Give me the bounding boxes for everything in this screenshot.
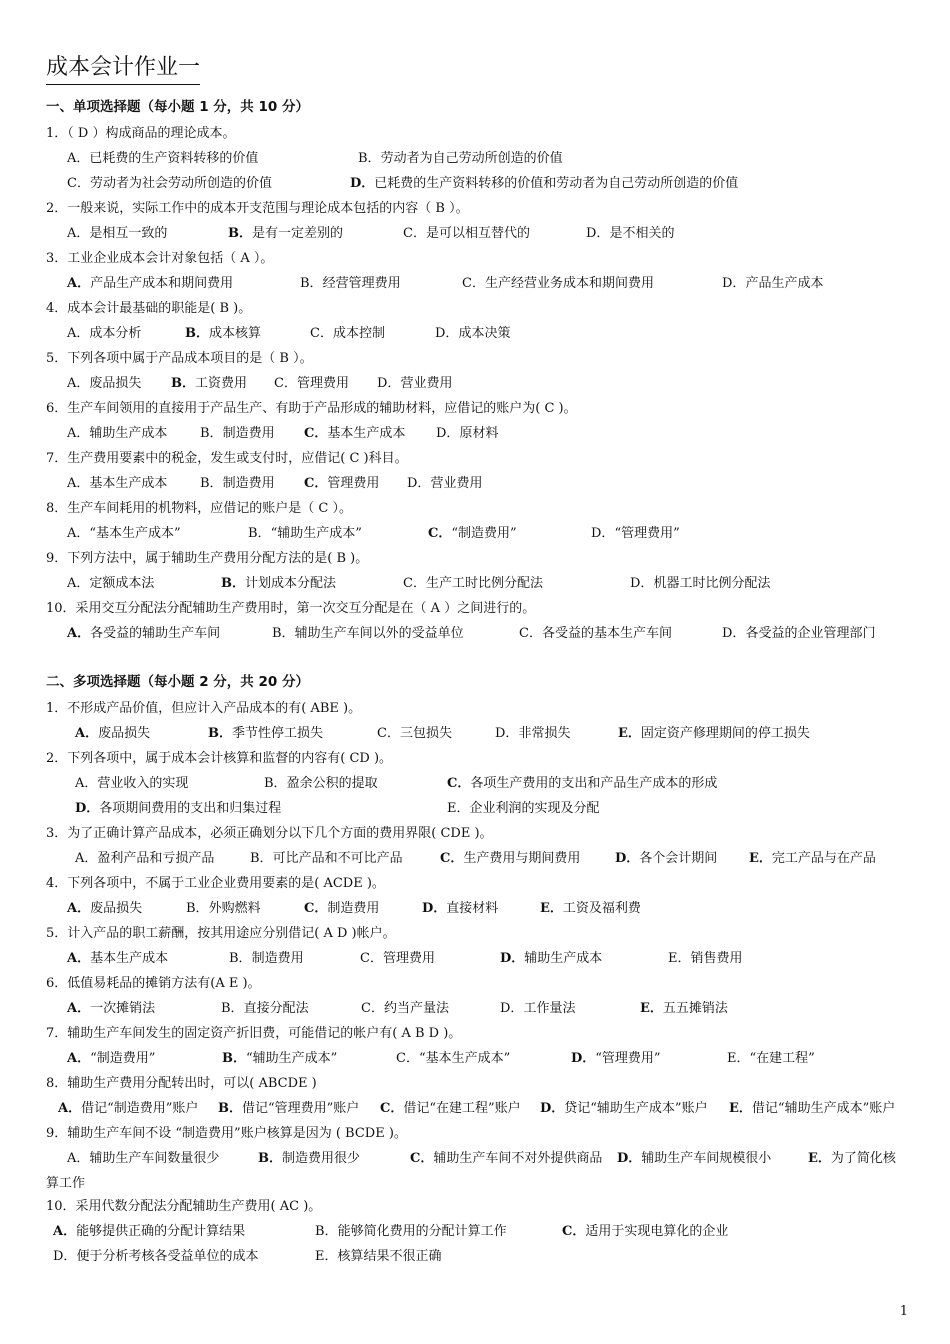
option-1-4-c: C．成本控制 (310, 326, 385, 341)
option-1-6-c: C．基本生产成本 (304, 426, 406, 441)
option-1-8-b: B．“辅助生产成本” (248, 526, 362, 541)
option-2-8-d: D．贷记“辅助生产成本”账户 (540, 1101, 708, 1116)
option-1-1-c: C．劳动者为社会劳动所创造的价值 (67, 176, 272, 191)
question-1-1: 1．（ D ）构成商品的理论成本。 (46, 126, 236, 141)
option-2-1-c: C．三包损失 (377, 726, 452, 741)
option-2-3-a: A．盈利产品和亏损产品 (75, 851, 215, 866)
option-1-4-d: D．成本决策 (435, 326, 511, 341)
option-1-2-d: D．是不相关的 (586, 226, 675, 241)
question-2-1: 1．不形成产品价值，但应计入产品成本的有( ABE )。 (46, 701, 362, 716)
option-2-4-d: D．直接材料 (422, 901, 499, 916)
option-2-5-c: C．管理费用 (360, 951, 435, 966)
option-2-3-d: D．各个会计期间 (615, 851, 718, 866)
question-1-7: 7．生产费用要素中的税金，发生或支付时，应借记( C )科目。 (46, 451, 408, 466)
option-1-2-a: A．是相互一致的 (67, 226, 168, 241)
option-2-10-b: B．能够简化费用的分配计算工作 (315, 1224, 507, 1239)
option-2-1-b: B．季节性停工损失 (208, 726, 324, 741)
option-1-1-b: B．劳动者为自己劳动所创造的价值 (358, 151, 563, 166)
option-1-4-b: B．成本核算 (185, 326, 262, 341)
option-1-5-a: A．废品损失 (67, 376, 142, 391)
option-1-8-a: A．“基本生产成本” (67, 526, 181, 541)
option-2-9-e: E．为了简化核 (808, 1151, 896, 1166)
option-1-6-a: A．辅助生产成本 (67, 426, 168, 441)
question-1-5: 5．下列各项中属于产品成本项目的是（ B ）。 (46, 351, 313, 366)
question-1-3: 3．工业企业成本会计对象包括（ A ）。 (46, 251, 274, 266)
option-1-7-d: D．营业费用 (407, 476, 483, 491)
option-2-9-b: B．制造费用很少 (258, 1151, 361, 1166)
option-2-1-d: D．非常损失 (495, 726, 571, 741)
question-2-5: 5．计入产品的职工薪酬，按其用途应分别借记( A D )帐户。 (46, 926, 396, 941)
option-2-6-a: A．一次摊销法 (67, 1001, 156, 1016)
option-2-10-e: E．核算结果不很正确 (315, 1249, 442, 1264)
option-2-4-e: E．工资及福利费 (540, 901, 641, 916)
option-1-6-d: D．原材料 (436, 426, 499, 441)
option-2-7-d: D．“管理费用” (571, 1051, 661, 1066)
option-2-2-e: E．企业利润的实现及分配 (447, 801, 600, 816)
option-2-3-e: E．完工产品与在产品 (749, 851, 876, 866)
question-2-2: 2．下列各项中，属于成本会计核算和监督的内容有( CD )。 (46, 751, 393, 766)
option-1-1-a: A．已耗费的生产资料转移的价值 (67, 151, 259, 166)
question-2-4: 4．下列各项中，不属于工业企业费用要素的是( ACDE )。 (46, 876, 385, 891)
option-2-10-a: A．能够提供正确的分配计算结果 (53, 1224, 246, 1239)
option-1-1-d: D．已耗费的生产资料转移的价值和劳动者为自己劳动所创造的价值 (350, 176, 739, 191)
option-1-10-c: C．各受益的基本生产车间 (519, 626, 672, 641)
option-1-2-b: B．是有一定差别的 (228, 226, 344, 241)
option-2-9-c: C．辅助生产车间不对外提供商品 (410, 1151, 603, 1166)
option-1-9-d: D．机器工时比例分配法 (630, 576, 771, 591)
question-1-4: 4．成本会计最基础的职能是( B )。 (46, 301, 252, 316)
option-2-4-a: A．废品损失 (67, 901, 143, 916)
option-2-3-c: C．生产费用与期间费用 (440, 851, 581, 866)
option-2-5-a: A．基本生产成本 (67, 951, 169, 966)
option-2-8-e: E．借记“辅助生产成本”账户 (729, 1101, 896, 1116)
question-1-10: 10．采用交互分配法分配辅助生产费用时，第一次交互分配是在（ A ）之间进行的。 (46, 601, 536, 616)
option-1-3-a: A．产品生产成本和期间费用 (67, 276, 234, 291)
option-1-9-c: C．生产工时比例分配法 (403, 576, 543, 591)
question-2-3: 3．为了正确计算产品成本，必须正确划分以下几个方面的费用界限( CDE )。 (46, 826, 493, 841)
option-2-7-c: C．“基本生产成本” (396, 1051, 511, 1066)
option-2-5-b: B．制造费用 (229, 951, 304, 966)
option-2-10-c: C．适用于实现电算化的企业 (562, 1224, 729, 1239)
option-1-9-a: A．定额成本法 (67, 576, 155, 591)
option-2-6-d: D．工作量法 (500, 1001, 576, 1016)
option-2-4-b: B．外购燃料 (186, 901, 261, 916)
option-2-7-e: E．“在建工程” (727, 1051, 815, 1066)
question-1-9: 9．下列方法中，属于辅助生产费用分配方法的是( B )。 (46, 551, 369, 566)
question-2-6: 6．低值易耗品的摊销方法有(A E )。 (46, 976, 261, 991)
question-2-8: 8．辅助生产费用分配转出时，可以( ABCDE ) (46, 1076, 317, 1091)
option-1-8-c: C．“制造费用” (428, 526, 517, 541)
option-2-9-d: D．辅助生产车间规模很小 (617, 1151, 772, 1166)
option-1-3-c: C．生产经营业务成本和期间费用 (462, 276, 654, 291)
option-1-4-a: A．成本分析 (67, 326, 142, 341)
option-2-7-b: B．“辅助生产成本” (222, 1051, 338, 1066)
option-2-2-a: A．营业收入的实现 (75, 776, 189, 791)
option-1-10-d: D．各受益的企业管理部门 (722, 626, 876, 641)
section-heading-multiple-choice: 二、多项选择题（每小题 2 分，共 20 分） (46, 674, 309, 690)
option-1-9-b: B．计划成本分配法 (221, 576, 337, 591)
option-2-2-d: D．各项期间费用的支出和归集过程 (75, 801, 282, 816)
option-2-6-e: E．五五摊销法 (640, 1001, 728, 1016)
option-2-8-c: C．借记“在建工程”账户 (380, 1101, 521, 1116)
page-number: 1 (899, 1304, 908, 1319)
option-1-7-c: C．管理费用 (304, 476, 380, 491)
question-1-6: 6．生产车间领用的直接用于产品生产、有助于产品形成的辅助材料，应借记的账户为( C )。 (46, 401, 577, 416)
option-2-1-e: E．固定资产修理期间的停工损失 (618, 726, 810, 741)
option-1-8-d: D．“管理费用” (591, 526, 680, 541)
option-2-1-a: A．废品损失 (75, 726, 151, 741)
option-2-2-c: C．各项生产费用的支出和产品生产成本的形成 (447, 776, 718, 791)
question-2-10: 10．采用代数分配法分配辅助生产费用( AC )。 (46, 1199, 322, 1214)
option-1-10-a: A．各受益的辅助生产车间 (67, 626, 221, 641)
option-1-3-d: D．产品生产成本 (722, 276, 824, 291)
option-2-3-b: B．可比产品和不可比产品 (250, 851, 403, 866)
option-2-10-d: D．便于分析考核各受益单位的成本 (53, 1249, 259, 1264)
option-1-2-c: C．是可以相互替代的 (403, 226, 530, 241)
question-2-9-continuation: 算工作 (46, 1176, 86, 1191)
option-1-10-b: B．辅助生产车间以外的受益单位 (272, 626, 464, 641)
option-2-2-b: B．盈余公积的提取 (264, 776, 378, 791)
question-2-9: 9．辅助生产车间不设 “制造费用”账户核算是因为 ( BCDE )。 (46, 1126, 407, 1141)
option-1-5-c: C．管理费用 (274, 376, 349, 391)
question-2-7: 7．辅助生产车间发生的固定资产折旧费，可能借记的帐户有( A B D )。 (46, 1026, 462, 1041)
option-2-6-c: C．约当产量法 (361, 1001, 449, 1016)
option-1-7-b: B．制造费用 (200, 476, 275, 491)
option-1-6-b: B．制造费用 (200, 426, 275, 441)
option-1-5-b: B．工资费用 (171, 376, 248, 391)
option-1-3-b: B．经营管理费用 (300, 276, 401, 291)
option-2-5-d: D．辅助生产成本 (500, 951, 603, 966)
option-1-7-a: A．基本生产成本 (67, 476, 168, 491)
option-2-7-a: A．“制造费用” (67, 1051, 156, 1066)
option-1-5-d: D．营业费用 (377, 376, 453, 391)
option-2-8-b: B．借记“管理费用”账户 (218, 1101, 360, 1116)
option-2-9-a: A．辅助生产车间数量很少 (67, 1151, 220, 1166)
option-2-6-b: B．直接分配法 (221, 1001, 309, 1016)
section-heading-single-choice: 一、单项选择题（每小题 1 分，共 10 分） (46, 99, 309, 115)
option-2-5-e: E．销售费用 (668, 951, 743, 966)
page-title: 成本会计作业一 (46, 54, 200, 85)
question-1-2: 2．一般来说，实际工作中的成本开支范围与理论成本包括的内容（ B ）。 (46, 201, 469, 216)
question-1-8: 8．生产车间耗用的机物料，应借记的账户是（ C ）。 (46, 501, 352, 516)
option-2-8-a: A．借记“制造费用”账户 (58, 1101, 199, 1116)
option-2-4-c: C．制造费用 (304, 901, 380, 916)
